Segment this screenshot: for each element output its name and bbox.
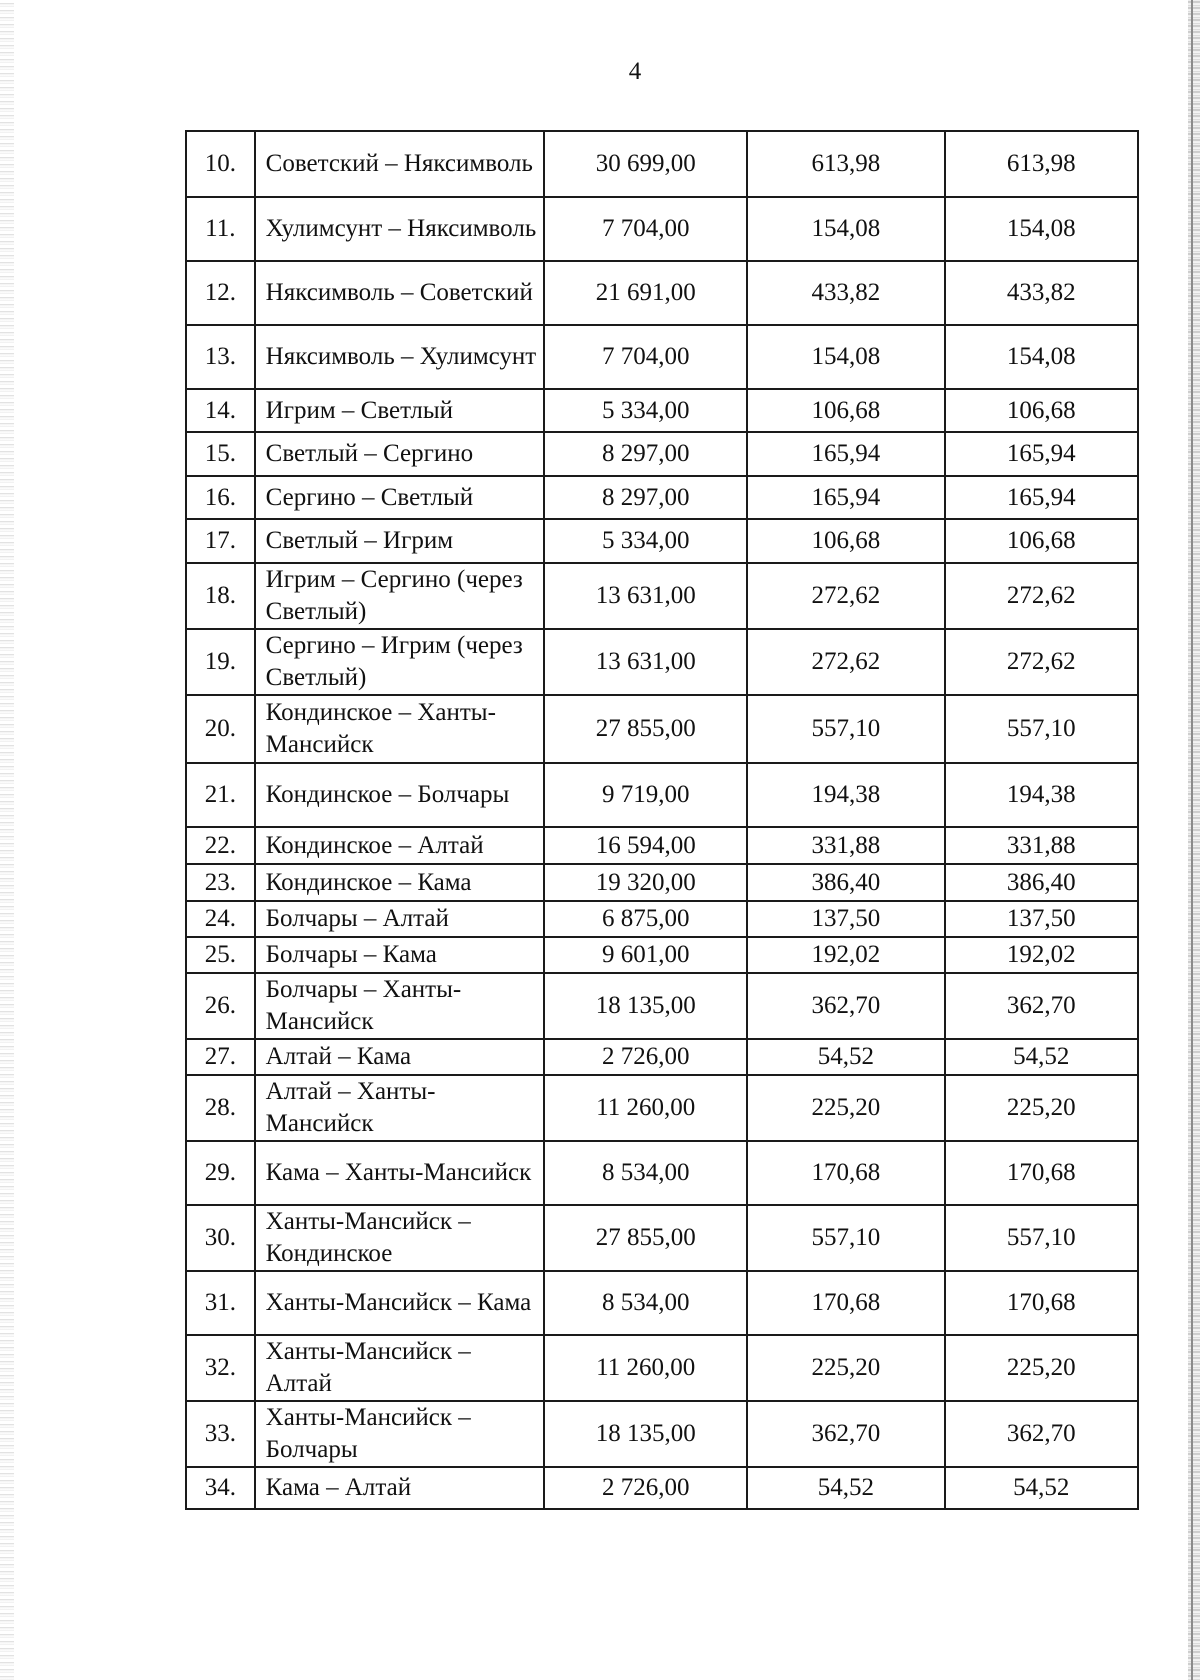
value-col-2: 272,62 <box>747 563 944 629</box>
route-distance: 5 334,00 <box>544 389 747 432</box>
row-number: 29. <box>186 1141 255 1205</box>
value-col-3: 272,62 <box>945 563 1138 629</box>
route-name: Алтай – Ханты-Мансийск <box>255 1075 544 1141</box>
value-col-3: 225,20 <box>945 1075 1138 1141</box>
table-row <box>186 629 1138 695</box>
route-distance: 9 719,00 <box>544 763 747 827</box>
route-distance: 13 631,00 <box>544 629 747 695</box>
row-number: 19. <box>186 629 255 695</box>
row-number: 26. <box>186 973 255 1039</box>
value-col-2: 170,68 <box>747 1271 944 1335</box>
value-col-2: 106,68 <box>747 519 944 563</box>
table-row <box>186 519 1138 563</box>
value-col-2: 225,20 <box>747 1335 944 1401</box>
route-distance: 7 704,00 <box>544 325 747 389</box>
route-name: Няксимволь – Хулимсунт <box>255 325 544 389</box>
value-col-2: 165,94 <box>747 432 944 476</box>
row-number: 16. <box>186 476 255 519</box>
table-row <box>186 1205 1138 1271</box>
table-row <box>186 827 1138 864</box>
route-distance: 8 297,00 <box>544 432 747 476</box>
table-row <box>186 695 1138 763</box>
table-row <box>186 563 1138 629</box>
value-col-2: 165,94 <box>747 476 944 519</box>
value-col-2: 192,02 <box>747 937 944 973</box>
route-distance: 9 601,00 <box>544 937 747 973</box>
route-distance: 6 875,00 <box>544 901 747 937</box>
route-distance: 2 726,00 <box>544 1039 747 1075</box>
row-number: 24. <box>186 901 255 937</box>
value-col-2: 272,62 <box>747 629 944 695</box>
row-number: 25. <box>186 937 255 973</box>
value-col-2: 106,68 <box>747 389 944 432</box>
value-col-3: 225,20 <box>945 1335 1138 1401</box>
value-col-3: 165,94 <box>945 432 1138 476</box>
route-name: Алтай – Кама <box>255 1039 544 1075</box>
value-col-2: 386,40 <box>747 864 944 901</box>
route-distance: 2 726,00 <box>544 1467 747 1509</box>
route-distance: 30 699,00 <box>544 131 747 197</box>
route-distance: 18 135,00 <box>544 973 747 1039</box>
route-distance: 11 260,00 <box>544 1075 747 1141</box>
value-col-3: 272,62 <box>945 629 1138 695</box>
value-col-2: 54,52 <box>747 1039 944 1075</box>
route-name: Ханты-Мансийск – Кама <box>255 1271 544 1335</box>
row-number: 31. <box>186 1271 255 1335</box>
table-row <box>186 1075 1138 1141</box>
route-name: Советский – Няксимволь <box>255 131 544 197</box>
route-distance: 8 534,00 <box>544 1141 747 1205</box>
route-distance: 18 135,00 <box>544 1401 747 1467</box>
row-number: 14. <box>186 389 255 432</box>
value-col-3: 192,02 <box>945 937 1138 973</box>
value-col-2: 225,20 <box>747 1075 944 1141</box>
row-number: 30. <box>186 1205 255 1271</box>
route-name: Светлый – Игрим <box>255 519 544 563</box>
route-name: Кама – Ханты-Мансийск <box>255 1141 544 1205</box>
page-number: 4 <box>628 58 642 85</box>
value-col-2: 154,08 <box>747 197 944 261</box>
row-number: 12. <box>186 261 255 325</box>
table-row <box>186 131 1138 197</box>
route-name: Кама – Алтай <box>255 1467 544 1509</box>
value-col-3: 154,08 <box>945 197 1138 261</box>
value-col-3: 362,70 <box>945 1401 1138 1467</box>
route-distance: 8 534,00 <box>544 1271 747 1335</box>
table-row <box>186 901 1138 937</box>
value-col-3: 154,08 <box>945 325 1138 389</box>
route-name: Болчары – Ханты-Мансийск <box>255 973 544 1039</box>
route-name: Кондинское – Ханты-Мансийск <box>255 695 544 763</box>
value-col-3: 557,10 <box>945 695 1138 763</box>
table-row <box>186 763 1138 827</box>
row-number: 33. <box>186 1401 255 1467</box>
value-col-3: 386,40 <box>945 864 1138 901</box>
value-col-3: 194,38 <box>945 763 1138 827</box>
value-col-2: 362,70 <box>747 973 944 1039</box>
value-col-2: 154,08 <box>747 325 944 389</box>
table-row <box>186 1335 1138 1401</box>
value-col-3: 165,94 <box>945 476 1138 519</box>
value-col-3: 106,68 <box>945 389 1138 432</box>
route-name: Няксимволь – Советский <box>255 261 544 325</box>
route-name: Кондинское – Болчары <box>255 763 544 827</box>
route-name: Сергино – Светлый <box>255 476 544 519</box>
value-col-2: 170,68 <box>747 1141 944 1205</box>
row-number: 11. <box>186 197 255 261</box>
value-col-3: 54,52 <box>945 1467 1138 1509</box>
route-name: Ханты-Мансийск – Алтай <box>255 1335 544 1401</box>
scan-edge-left <box>0 0 14 1680</box>
table-row <box>186 197 1138 261</box>
route-distance: 21 691,00 <box>544 261 747 325</box>
value-col-3: 433,82 <box>945 261 1138 325</box>
row-number: 15. <box>186 432 255 476</box>
route-distance: 5 334,00 <box>544 519 747 563</box>
table-row <box>186 1467 1138 1509</box>
value-col-2: 433,82 <box>747 261 944 325</box>
route-distance: 27 855,00 <box>544 695 747 763</box>
value-col-2: 362,70 <box>747 1401 944 1467</box>
row-number: 22. <box>186 827 255 864</box>
route-name: Кондинское – Алтай <box>255 827 544 864</box>
row-number: 10. <box>186 131 255 197</box>
scan-edge-right <box>1188 0 1200 1680</box>
route-distance: 16 594,00 <box>544 827 747 864</box>
row-number: 13. <box>186 325 255 389</box>
row-number: 20. <box>186 695 255 763</box>
route-name: Болчары – Алтай <box>255 901 544 937</box>
value-col-2: 557,10 <box>747 695 944 763</box>
value-col-3: 170,68 <box>945 1271 1138 1335</box>
route-name: Болчары – Кама <box>255 937 544 973</box>
route-distance: 11 260,00 <box>544 1335 747 1401</box>
value-col-2: 557,10 <box>747 1205 944 1271</box>
value-col-3: 54,52 <box>945 1039 1138 1075</box>
route-distance: 27 855,00 <box>544 1205 747 1271</box>
route-name: Хулимсунт – Няксимволь <box>255 197 544 261</box>
row-number: 18. <box>186 563 255 629</box>
row-number: 27. <box>186 1039 255 1075</box>
table-row <box>186 476 1138 519</box>
value-col-3: 106,68 <box>945 519 1138 563</box>
row-number: 17. <box>186 519 255 563</box>
table-row <box>186 1141 1138 1205</box>
row-number: 32. <box>186 1335 255 1401</box>
value-col-3: 137,50 <box>945 901 1138 937</box>
value-col-3: 613,98 <box>945 131 1138 197</box>
route-name: Кондинское – Кама <box>255 864 544 901</box>
value-col-2: 331,88 <box>747 827 944 864</box>
table-row <box>186 432 1138 476</box>
value-col-2: 194,38 <box>747 763 944 827</box>
table-row <box>186 1039 1138 1075</box>
value-col-2: 613,98 <box>747 131 944 197</box>
route-name: Ханты-Мансийск – Кондинское <box>255 1205 544 1271</box>
table-row <box>186 261 1138 325</box>
table-row <box>186 325 1138 389</box>
value-col-2: 137,50 <box>747 901 944 937</box>
row-number: 28. <box>186 1075 255 1141</box>
table-row <box>186 389 1138 432</box>
value-col-3: 557,10 <box>945 1205 1138 1271</box>
row-number: 21. <box>186 763 255 827</box>
route-distance: 13 631,00 <box>544 563 747 629</box>
value-col-3: 331,88 <box>945 827 1138 864</box>
row-number: 34. <box>186 1467 255 1509</box>
route-name: Игрим – Светлый <box>255 389 544 432</box>
route-distance: 7 704,00 <box>544 197 747 261</box>
value-col-3: 362,70 <box>945 973 1138 1039</box>
table-row <box>186 937 1138 973</box>
route-table-body <box>186 131 1138 1509</box>
route-name: Ханты-Мансийск – Болчары <box>255 1401 544 1467</box>
route-name: Светлый – Сергино <box>255 432 544 476</box>
table-row <box>186 1271 1138 1335</box>
route-table <box>185 130 1139 1510</box>
table-row <box>186 973 1138 1039</box>
route-distance: 19 320,00 <box>544 864 747 901</box>
route-name: Сергино – Игрим (через Светлый) <box>255 629 544 695</box>
row-number: 23. <box>186 864 255 901</box>
value-col-2: 54,52 <box>747 1467 944 1509</box>
table-row <box>186 864 1138 901</box>
value-col-3: 170,68 <box>945 1141 1138 1205</box>
table-row <box>186 1401 1138 1467</box>
route-distance: 8 297,00 <box>544 476 747 519</box>
route-name: Игрим – Сергино (через Светлый) <box>255 563 544 629</box>
